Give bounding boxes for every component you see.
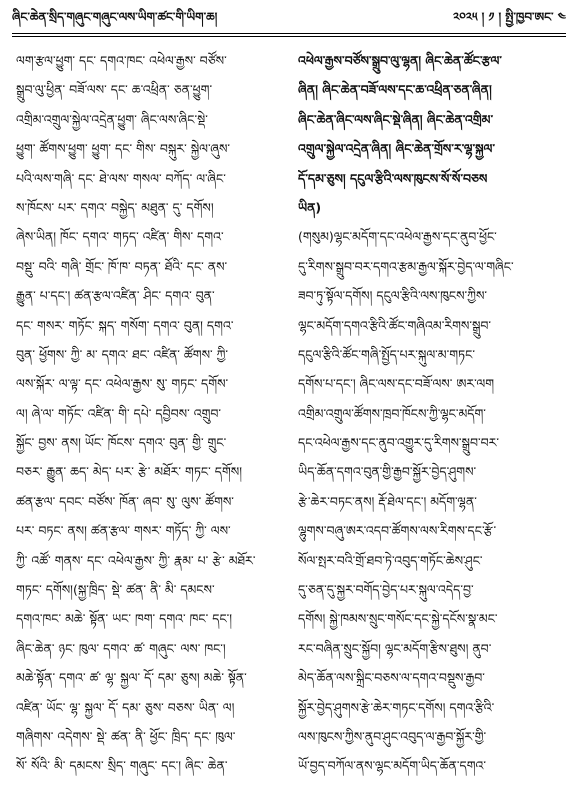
text-line: འགྲིམ་འགྲུལ་ཚོགས་ཁྲབ་ཁོངས་ཀྱི་ལྷང་མདོག་ [298,405,486,421]
text-line: དགོས་པ་དང་། ཞིང་ལས་དང་བཟོ་ལས་ ཨར་ལག [298,376,495,392]
text-line: པའི་ལས་གཞི་ དང་ ཐེ་ལས་ གསལ་ བཀོད་ ལ་ཞིང་ [16,170,226,186]
text-line: སྐྱོང་ བྱས་ ནས། ཡོང་ ཁོངས་ དགའ་ བུན་ གྱི་ གྲུང་ [16,435,227,451]
text-line: དངུལ་རྩིའི་ཚོང་གཞི་སྤྱོད་པར་སྐུལ་མ་གཏང་ [298,346,475,362]
text-line: དགོས། སྐྱེ་ཁམས་སྲུང་གསོང་དང་སྐྱེ་དངོས་སྣ་མང་ [298,611,498,627]
text-line: གཞིགས་ འདེགས་ སྡེ་ ཚན་ ནི་ ཕྱོང་ ཁྲིད་ དང་ ཁུལ་ [16,728,236,744]
text-line: ཡིད་ཆོན་དགའ་བུན་གྱི་རྒྱབ་སྐྱོར་བྱེད་ཤུགས་ [298,464,477,480]
text-line: སྐྱོར་བྱེད་ཤུགས་རྩེ་ཆེར་གཏང་དགོས། དགའ་རྩིའི་ [298,699,495,715]
header-rule-top [12,33,566,34]
text-line: དང་ གསར་ གཏོང་ སྐད་ གསོག་ དགའ་ བུན། དགའ་ [16,317,234,333]
text-line: འགྲིམ་འགྲུལ་སྐྱེལ་འདྲེན་ཕྱུག་ ཞིང་ལས་ཞིང་སྡེ་ [16,111,208,127]
text-line: བསྡུ་ བའི་ གཞི་ གྲོང་ ཁོ་ཁ་ བཏན་ ཐོའི་ དང་ ནས་ [16,258,228,274]
header-issue-number: ༢༠༢༥ ། ༡ ། སྤྱི་ཁྱབ་ཨང་ ༤ [453,10,566,24]
text-line: འགྲུལ་སྐྱེལ་འདྲེན་ཞིན། ཞིང་ཆེན་གྲོས་ར་ལྷ་སྐྱལ་ [298,141,495,157]
text-line: འཕེལ་རྒྱས་བཙོས་སྒྲུབ་ལུ་ལྷན། ཞིང་ཆེན་ཚོང་རྩལ་ [298,53,502,68]
text-line: ལག་རྩལ་ཕྱུག་ དང་ དགའ་ཁང་ འཕེལ་རྒྱས་ བཙོས་ [16,53,227,68]
text-line: ས་ཁོངས་ པར་ དགའ་ བསྐྱེད་ མཐུན་ དུ་ དགོས། [16,199,214,215]
text-line: དོ་དམ་ཅུས། དངུལ་རྩིའི་ལས་ཁུངས་སོ་སོ་བཅས [298,170,488,186]
left-text-column [16,46,284,797]
text-line: མེད་ཆོན་ལས་སྐྲིང་བཅས་ལ་དགའ་བསྡུས་རྒྱབ་ [298,670,485,686]
right-text-column [298,46,566,797]
text-line: ཞིང་ཆེན་ ཉང་ ཁུལ་ དགའ་ ཚ་ གཞུང་ ལས་ ཁང་། [16,640,226,656]
text-line: སོ་ སོའི་ མི་ དམངས་ སྲིད་ གཞུང་ དང་། ཞིང་ ཆེན་ [16,758,228,774]
text-line: རྒྱུན་ པ་དང་། ཚན་རྩལ་འཛིན་ ཤིང་ དགའ་ བུན་ [16,288,215,304]
text-line: བུན་ ཕྱོགས་ ཀྱི་ མ་ དགའ་ ཐང་ འཛིན་ ཚོགས་ ཀྱི་ [16,346,229,362]
text-line: དང་འཕེལ་རྒྱས་དང་ནུབ་འགྱུར་དུ་རིགས་སྒྲུབ་བར་ [298,435,500,451]
header-title: ཞིང་ཆེན་སྲིད་གཞུང་གཞུང་ལས་ཡིག་ཚང་གི་ཡིག་ཆ། [12,10,218,24]
text-line: ཞིན། ཞིང་ཆེན་བཟོ་ལས་དང་ཆ་འཕྲིན་ཅན་ཞིན། [298,82,492,98]
text-line: ལྷང་མདོག་དགའ་རྩིའི་ཚོང་གཞིའམ་རིགས་སྒྲུབ་ [298,317,492,333]
text-line: རྩེ་ཆེར་བཏང་ནས། རྡོ་ཐེལ་དང་། མདོག་ལྷན་ [298,493,477,509]
text-line: ཡོ་བྱད་བཀོལ་ནས་ལྷང་མདོག་ཡིད་ཆོན་དགའ་ [298,758,487,774]
text-line: ཀྱི་ འཚོ་ གནས་ དང་ འཕེལ་རྒྱས་ ཀྱི་ རྣམ་ པ་ རྩེ་ མཐོར་ [16,552,256,568]
text-line: ཟབ་ཏུ་སྟོལ་དགོས། དངུལ་རྩིའི་ལས་ཁུངས་ཀྱིས་ [298,288,488,304]
text-line: ཡིན) [298,199,322,215]
text-line: པར་ བཏང་ ནས། ཚན་རྩལ་ གསར་ གཏོད་ ཀྱི་ ལས་ [16,523,231,539]
text-line: ལས་སྐོར་ ལ་ལྟ་ དང་ འཕེལ་རྒྱས་ སུ་ གཏང་ དགོས་ [16,376,229,392]
text-line: སྒྲུབ་ལུ་ཕྱིན་ བཟོ་ལས་ དང་ ཆ་འཕྲིན་ ཅན་ཕྱུག་ [16,82,213,98]
text-line: བཅར་ རྒྱུན་ ཆད་ མེད་ པར་ རྩེ་ མཐོར་ གཏང་ དགོས། [16,464,242,480]
text-line: ཞེས་ཡིན། ཁོང་ དགའ་ གཏད་ འཛིན་ གིས་ དགའ་ [16,229,224,245]
text-line: ལྷུགས་བཞུ་ཨར་འདབ་ཚོགས་ལས་རིགས་དང་རྩོ་ [298,523,497,539]
text-line: དུ་ཅན་དུ་སྐྱར་བགོད་བྱེད་པར་སྐུལ་འདེད་བྱ་ [298,582,474,598]
text-line: ལས་ཁུངས་ཀྱིས་ནུབ་ཤུང་འབུད་ལ་རྒྱབ་སྐྱོར་གྱི་ [298,728,487,744]
text-line: ཕྱུག་ ཚོགས་ཕྱུག་ ཕྱུག་ དང་ གིས་ བསྐུར་ སྐྱེལ་ཞུས་ [16,141,231,157]
text-line: འཛིན་ ཡོང་ ལྷ་ སྐྱལ་ དོ་ དམ་ ཅུས་ བཅས་ ཡིན་ ལ། [16,699,235,715]
text-line: དགའ་ཁང་ མཆེ་ སྟོན་ ཡང་ ཁག་ དགའ་ ཁང་ དང་། [16,611,233,627]
text-line: རང་བཞིན་སྲུང་སྐྱོབ། ལྷང་མདོག་རྩིས་ཐུས། ནུབ་ [298,640,492,656]
header-rule-bottom [12,36,566,37]
text-line: དུ་རིགས་སྒྲུབ་བར་དགའ་རྩམ་རྒྱལ་སྐོར་བྱེད་ལ་གཞིང་ [298,258,514,274]
text-line: ལ། ཞེ་ལ་ གཏོང་ འཛིན་ གི་ དཔེ་ དབྱིབས་ འགྲུབ་ [16,405,222,421]
text-line: ཞིང་ཆེན་ཞིང་ལས་ཞིང་སྡེ་ཞིན། ཞིང་ཆེན་འགྲིམ་ [298,111,494,127]
bold-paragraph [298,46,566,222]
text-line: གཏང་ དགོས།(སྐྱ་ཁྲིད་ སྡེ་ ཚན་ ནི་ མི་ དམངས་ [16,582,215,598]
text-line: མཆེ་སྟོན་ དགའ་ ཚ་ ལྷ་ སྐྱལ་ དོ་ དམ་ ཅུས། མཆེ་ སྟོན་ [16,670,247,686]
text-line: (གསུམ)ལྷང་མདོག་དང་འཕེལ་རྒྱས་དང་ནུབ་ཕྱོང་ [298,229,497,245]
text-line: ཚན་རྩལ་ དབང་ བཙོས་ ཁོན་ ཞབ་ སུ་ ལུས་ ཚོགས་ [16,493,234,509]
text-line: སོལ་སྤར་བའི་གྲོ་ཐབ་ཏེ་འབུད་གཏོང་ཆེས་ཤུང་ [298,552,483,568]
